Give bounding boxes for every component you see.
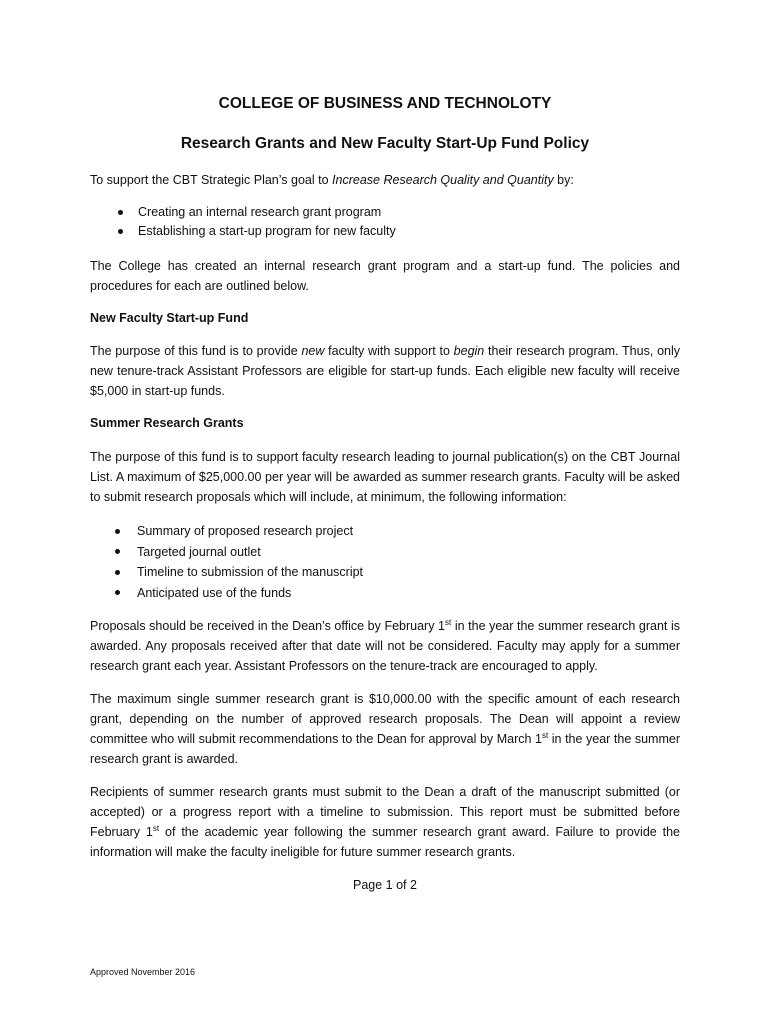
requirement-item: Targeted journal outlet [90, 542, 680, 563]
recipients-ordinal: st [152, 824, 160, 833]
goal-item: Creating an internal research grant program [90, 203, 680, 222]
recipients-text-a: Recipients of summer research grants must submit to the Dean a draft of the manuscript submitted (or accepted) or a progress report with a timeline to submission. This report must be submitted before February 1 [90, 785, 680, 839]
recipients-text-b: of the academic year following the summer research grant award. Failure to provide the information will make the faculty ineligible for future summer research grants. [90, 825, 680, 859]
startup-emphasis-begin: begin [453, 344, 485, 358]
maximum-text-b: in the year the summer research grant is awarded. [90, 732, 680, 766]
requirement-item: Summary of proposed research project [90, 521, 680, 542]
intro-prefix: To support the CBT Strategic Plan’s goal to [90, 173, 333, 187]
deadline-text-a: Proposals should be received in the Dean’s office by February 1 [90, 619, 446, 633]
policy-title: Research Grants and New Faculty Start-Up Fund Policy [180, 135, 590, 152]
startup-text-1: The purpose of this fund is to provide [90, 344, 302, 358]
requirements-list [90, 521, 680, 603]
deadline-paragraph [90, 616, 680, 676]
goals-list [90, 203, 680, 241]
summer-heading: Summer Research Grants [90, 416, 244, 430]
maximum-ordinal: st [541, 731, 549, 740]
deadline-ordinal: st [445, 618, 452, 627]
startup-emphasis-new: new [301, 344, 325, 358]
startup-heading: New Faculty Start-up Fund [90, 311, 249, 325]
maximum-text-a: The maximum single summer research grant is $10,000.00 with the specific amount of each research grant, depending on the number of approved research proposals. The Dean will appoint a review committee who will submit recommendations to the Dean for approval by March 1 [90, 692, 680, 746]
intro-emphasis: Increase Research Quality and Quantity [332, 173, 554, 187]
maximum-grant-paragraph [90, 689, 680, 769]
intro-suffix: by: [553, 173, 574, 187]
startup-text-2: faculty with support to [324, 344, 454, 358]
startup-paragraph [90, 341, 680, 401]
recipients-paragraph [90, 782, 680, 862]
requirement-item: Timeline to submission of the manuscript [90, 562, 680, 583]
overview-paragraph: The College has created an internal research grant program and a start-up fund. The policies and procedures for each are outlined below. [90, 259, 680, 293]
page-number: Page 1 of 2 [353, 878, 417, 892]
requirement-item: Anticipated use of the funds [90, 583, 680, 604]
college-title: COLLEGE OF BUSINESS AND TECHNOLOTY [218, 95, 552, 112]
intro-paragraph [90, 170, 680, 190]
approval-note: Approved November 2016 [90, 967, 196, 977]
summer-purpose-paragraph: The purpose of this fund is to support faculty research leading to journal publication(s) on the CBT Journal List. A maximum of $25,000.00 per year will be awarded as summer research grants. Faculty will be asked to submit research proposals which will include, at minimum, the following information: [90, 450, 680, 504]
goal-item: Establishing a start-up program for new faculty [90, 222, 680, 241]
startup-text-3: their research program. Thus, only new tenure-track Assistant Professors are eligible for start-up funds. Each eligible new faculty will receive $5,000 in start-up funds. [90, 344, 680, 398]
deadline-text-b: in the year the summer research grant is awarded. Any proposals received after that date will not be considered. Faculty may apply for a summer research grant each year. Assistant Professors on the tenure-track are encouraged to apply. [90, 619, 680, 673]
